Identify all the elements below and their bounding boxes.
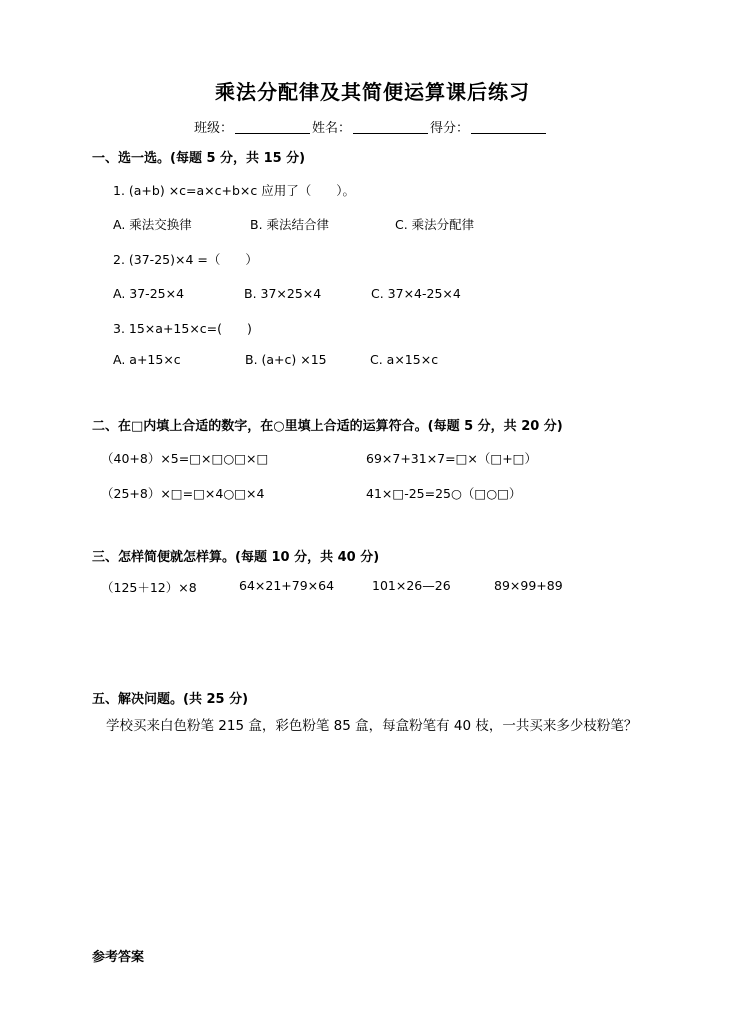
calc-item-4: 89×99+89 bbox=[494, 578, 563, 593]
class-label: 班级： bbox=[194, 121, 234, 136]
q1-option-a: A. 乘法交换律 bbox=[113, 217, 192, 232]
q3-option-a: A. a+15×c bbox=[113, 352, 181, 367]
question-3: 3. 15×a+15×c=( ) bbox=[113, 321, 252, 336]
section2-heading: 二、在□内填上合适的数字，在○里填上合适的运算符合。(每题 5 分，共 20 分) bbox=[92, 419, 563, 434]
name-label: 姓名： bbox=[312, 121, 352, 136]
q1-option-c: C. 乘法分配律 bbox=[395, 217, 475, 232]
fill-item-3: （25+8）×□=□×4○□×4 bbox=[101, 486, 265, 501]
student-info-line bbox=[194, 117, 548, 136]
fill-item-1: （40+8）×5=□×□○□×□ bbox=[101, 451, 269, 466]
name-blank[interactable] bbox=[353, 121, 428, 134]
word-problem: 学校买来白色粉笔 215 盒，彩色粉笔 85 盒，每盒粉笔有 40 枝，一共买来多少枝粉笔？ bbox=[106, 718, 638, 734]
calc-item-1: （125＋12）×8 bbox=[101, 580, 197, 595]
section3-heading: 三、怎样简便就怎样算。(每题 10 分，共 40 分) bbox=[92, 550, 380, 565]
calc-item-2: 64×21+79×64 bbox=[239, 578, 335, 593]
q2-option-b: B. 37×25×4 bbox=[244, 286, 322, 301]
q3-option-c: C. a×15×c bbox=[370, 352, 439, 367]
q2-option-a: A. 37-25×4 bbox=[113, 286, 185, 301]
class-blank[interactable] bbox=[235, 121, 310, 134]
section5-heading: 五、解决问题。(共 25 分) bbox=[92, 692, 249, 707]
answer-heading: 参考答案 bbox=[92, 950, 145, 965]
fill-item-4: 41×□-25=25○（□○□） bbox=[366, 486, 522, 501]
q1-option-b: B. 乘法结合律 bbox=[250, 217, 330, 232]
calc-item-3: 101×26—26 bbox=[372, 578, 451, 593]
fill-item-2: 69×7+31×7=□×（□+□） bbox=[366, 451, 537, 466]
score-label: 得分： bbox=[430, 121, 470, 136]
score-blank[interactable] bbox=[471, 121, 546, 134]
q3-option-b: B. (a+c) ×15 bbox=[245, 352, 327, 367]
page-title: 乘法分配律及其简便运算课后练习 bbox=[215, 80, 530, 104]
q2-option-c: C. 37×4-25×4 bbox=[371, 286, 461, 301]
section1-heading: 一、选一选。(每题 5 分，共 15 分) bbox=[92, 151, 306, 166]
question-2: 2. (37-25)×4 =（ ） bbox=[113, 252, 258, 267]
question-1: 1. (a+b) ×c=a×c+b×c 应用了（ ）。 bbox=[113, 183, 355, 198]
